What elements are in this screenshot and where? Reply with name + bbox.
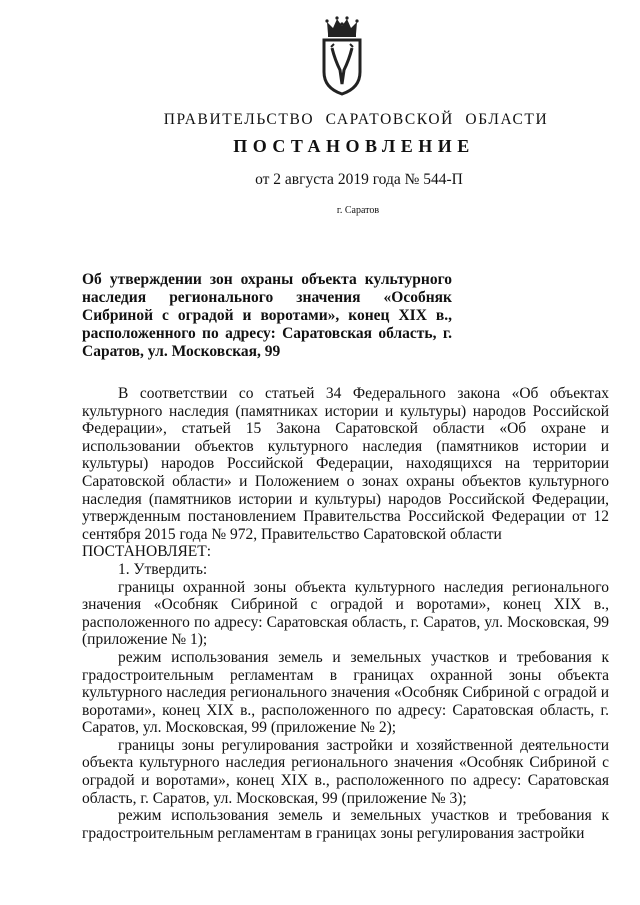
document-body [82, 385, 609, 842]
preamble-paragraph: В соответствии со статьей 34 Федерального закона «Об объектах культурного наследия (памятниках истории и культуры) народов Российской Федерации», статьей 15 Закона Саратовской области «Об охране и использовании объектов культурного наследия (памятников истории и культуры) народов Российской Федерации, находящихся на территории Саратовской области» и Положением о зонах охраны объектов культурного наследия (памятников истории и культуры) народов Российской Федерации, утвержденным постановлением Правительства Российской Федерации от 12 сентября 2015 года № 972, Правительство Саратовской области [82, 385, 609, 543]
decree-word: ПОСТАНОВЛЯЕТ: [82, 543, 212, 561]
item-1-heading: 1. Утвердить: [118, 560, 208, 578]
list-item: границы охранной зоны объекта культурного наследия регионального значения «Особняк Сибриной с оградой и воротами», конец XIX в., расположенного по адресу: Саратовская область, г. Саратов, ул. Московская, 99 (приложение № 1); [82, 578, 609, 649]
government-name: ПРАВИТЕЛЬСТВО САРАТОВСКОЙ ОБЛАСТИ [163, 111, 549, 128]
list-item: режим использования земель и земельных участков и требования к градостроительным регламентам в границах зоны регулирования застройки [82, 807, 609, 842]
document-type: ПОСТАНОВЛЕНИЕ [233, 136, 475, 156]
list-item: режим использования земель и земельных участков и требования к градостроительным регламентам в границах охранной зоны объекта культурного наследия регионального значения «Особняк Сибриной с оградой и воротами», конец XIX в., расположенного по адресу: Саратовская область, г. Саратов, ул. Московская, 99 (приложение № 2); [82, 648, 609, 737]
city: г. Саратов [336, 205, 380, 216]
document-subject: Об утверждении зон охраны объекта культурного наследия регионального значения «Особняк Сибриной с оградой и воротами», конец XIX в., расположенного по адресу: Саратовская область, г. Саратов, ул. Московская, 99 [82, 271, 452, 360]
list-item: границы зоны регулирования застройки и хозяйственной деятельности объекта культурного наследия регионального значения «Особняк Сибриной с оградой и воротами», конец XIX в., расположенного по адресу: Саратовская область, г. Саратов, ул. Московская, 99 (приложение № 3); [82, 736, 609, 807]
coat-of-arms-icon [319, 14, 365, 98]
date-and-number: от 2 августа 2019 года № 544-П [255, 171, 463, 188]
